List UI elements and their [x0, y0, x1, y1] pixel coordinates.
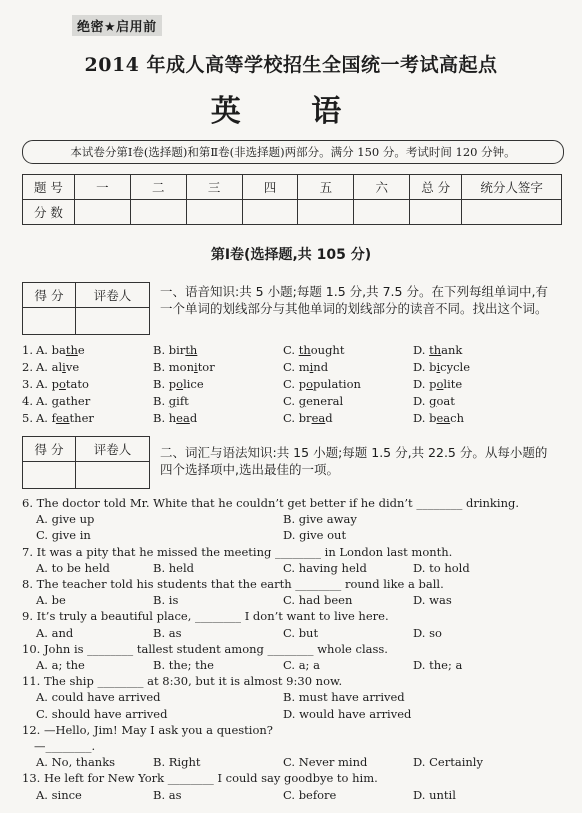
answer-option[interactable]: B. birth [153, 343, 198, 357]
score-blank-cell[interactable] [186, 200, 242, 225]
answer-option[interactable]: A. give up [36, 512, 95, 527]
answer-option[interactable]: D. would have arrived [283, 706, 412, 721]
score-blank-cell[interactable] [410, 200, 462, 225]
answer-option[interactable]: C. bread [283, 411, 333, 425]
answer-option[interactable]: B. police [153, 377, 204, 391]
grader-name-blank[interactable] [76, 462, 150, 489]
answer-option[interactable]: B. head [153, 411, 198, 425]
answer-option[interactable]: B. as [153, 625, 182, 640]
section2-heading: 二、词汇与语法知识:共 15 小题;每题 1.5 分,共 22.5 分。从每小题的四个选择项中,选出最佳的一项。 [160, 445, 548, 477]
answer-option[interactable]: C. thought [283, 343, 345, 357]
answer-option[interactable]: D. thank [413, 343, 463, 357]
answer-option[interactable]: C. had been [283, 593, 353, 608]
question-stem: 9. It’s truly a beautiful place, ________ I don’t want to live here. [22, 609, 389, 624]
answer-option[interactable]: C. population [283, 377, 361, 391]
score-blank-cell[interactable] [354, 200, 410, 225]
answer-option[interactable]: D. Certainly [413, 755, 483, 770]
grader-box-section2 [22, 436, 150, 489]
answer-option[interactable]: A. and [36, 625, 74, 640]
answer-option[interactable]: B. must have arrived [283, 690, 405, 705]
answer-option[interactable]: A. gather [36, 394, 91, 408]
answer-option[interactable]: A. since [36, 787, 82, 802]
answer-option[interactable]: D. bicycle [413, 360, 471, 374]
answer-option[interactable]: D. beach [413, 411, 465, 425]
answer-option[interactable]: C. but [283, 625, 319, 640]
question-stem: 7. It was a pity that he missed the meeting ________ in London last month. [22, 544, 453, 559]
answer-option[interactable]: D. give out [283, 528, 347, 543]
score-table-cell: 统分人签字 [462, 175, 562, 200]
question-stem: 10. John is ________ tallest student among ________ whole class. [22, 641, 388, 656]
answer-option[interactable]: D. to hold [413, 560, 470, 575]
answer-option[interactable]: C. mind [283, 360, 329, 374]
exam-title: 2014 年成人高等学校招生全国统一考试高起点 [84, 54, 498, 76]
answer-option[interactable]: A. alive [36, 360, 80, 374]
score-table-score-row [23, 200, 562, 225]
answer-option[interactable]: A. could have arrived [36, 690, 161, 705]
answer-option[interactable]: A. No, thanks [36, 755, 116, 770]
answer-option[interactable]: D. so [413, 625, 442, 640]
score-table-cell: 总 分 [410, 175, 462, 200]
answer-option[interactable]: C. give in [36, 528, 91, 543]
answer-option[interactable]: C. having held [283, 560, 367, 575]
score-table-header-row [23, 175, 562, 200]
answer-option[interactable]: A. be [36, 593, 66, 608]
answer-option[interactable]: A. feather [36, 411, 94, 425]
score-table-cell: 二 [130, 175, 186, 200]
score-blank-cell[interactable] [298, 200, 354, 225]
score-table-cell: 一 [74, 175, 130, 200]
confidential-label: 绝密★启用前 [72, 15, 162, 36]
grader-name-blank[interactable] [76, 308, 150, 335]
question-number: 1. [22, 343, 33, 357]
grader-score-blank[interactable] [23, 462, 76, 489]
score-blank-cell[interactable] [74, 200, 130, 225]
score-table-cell: 题 号 [23, 175, 75, 200]
score-blank-cell[interactable] [242, 200, 298, 225]
answer-option[interactable]: D. was [413, 593, 452, 608]
score-table [22, 174, 562, 225]
question-stem: 8. The teacher told his students that the earth ________ round like a ball. [22, 577, 444, 591]
section1-heading: 一、语音知识:共 5 小题;每题 1.5 分,共 7.5 分。在下列每组单词中,有一个单词的划线部分与其他单词的划线部分的读音不同。找出这个词。 [160, 284, 548, 316]
answer-option[interactable]: B. as [153, 787, 182, 802]
answer-option[interactable]: B. gift [153, 394, 189, 408]
answer-option[interactable]: B. Right [153, 755, 201, 770]
answer-option[interactable]: C. a; a [283, 658, 320, 672]
answer-option[interactable]: D. goat [413, 394, 455, 408]
question-stem: 13. He left for New York ________ I could say goodbye to him. [22, 771, 378, 786]
score-table-cell: 三 [186, 175, 242, 200]
exam-notice: 本试卷分第Ⅰ卷(选择题)和第Ⅱ卷(非选择题)两部分。满分 150 分。考试时间 120 分钟。 [22, 140, 564, 164]
answer-option[interactable]: C. before [283, 787, 337, 802]
grader-score-label: 得 分 [23, 283, 76, 308]
question-number: 3. [22, 377, 33, 391]
score-table-cell: 六 [354, 175, 410, 200]
grader-score-label: 得 分 [23, 437, 76, 462]
part-one-title: 第Ⅰ卷(选择题,共 105 分) [210, 247, 372, 263]
score-table-cell: 分 数 [23, 200, 75, 225]
answer-option[interactable]: B. give away [283, 512, 357, 527]
subject-title: 英 语 [210, 94, 372, 129]
answer-option[interactable]: D. until [413, 787, 456, 802]
answer-option[interactable]: D. polite [413, 377, 463, 391]
answer-option[interactable]: A. potato [36, 377, 89, 391]
answer-option[interactable]: B. the; the [153, 658, 214, 672]
question-number: 4. [22, 394, 33, 408]
answer-option[interactable]: C. should have arrived [36, 706, 168, 721]
score-table-cell: 四 [242, 175, 298, 200]
answer-option[interactable]: B. is [153, 593, 179, 608]
answer-option[interactable]: B. monitor [153, 360, 215, 374]
answer-option[interactable]: C. Never mind [283, 755, 368, 770]
question-stem: 11. The ship ________ at 8:30, but it is almost 9:30 now. [22, 674, 343, 689]
answer-option[interactable]: A. a; the [36, 658, 85, 672]
grader-box-section1 [22, 282, 150, 335]
question-number: 2. [22, 360, 33, 374]
question-stem: 6. The doctor told Mr. White that he couldn’t get better if he didn’t ________ drinking. [22, 496, 519, 510]
score-blank-cell[interactable] [130, 200, 186, 225]
grader-score-blank[interactable] [23, 308, 76, 335]
question-stem: 12. —Hello, Jim! May I ask you a question? [22, 722, 273, 737]
question-number: 5. [22, 411, 33, 425]
answer-option[interactable]: B. held [153, 560, 195, 575]
answer-option[interactable]: A. bathe [36, 343, 85, 357]
answer-option[interactable]: A. to be held [36, 560, 110, 575]
grader-name-label: 评卷人 [76, 283, 150, 308]
answer-option[interactable]: D. the; a [413, 658, 463, 672]
score-table-cell: 五 [298, 175, 354, 200]
question-stem: —________. [34, 739, 96, 753]
grader-name-label: 评卷人 [76, 437, 150, 462]
answer-option[interactable]: C. general [283, 394, 344, 408]
score-blank-cell[interactable] [462, 200, 562, 225]
